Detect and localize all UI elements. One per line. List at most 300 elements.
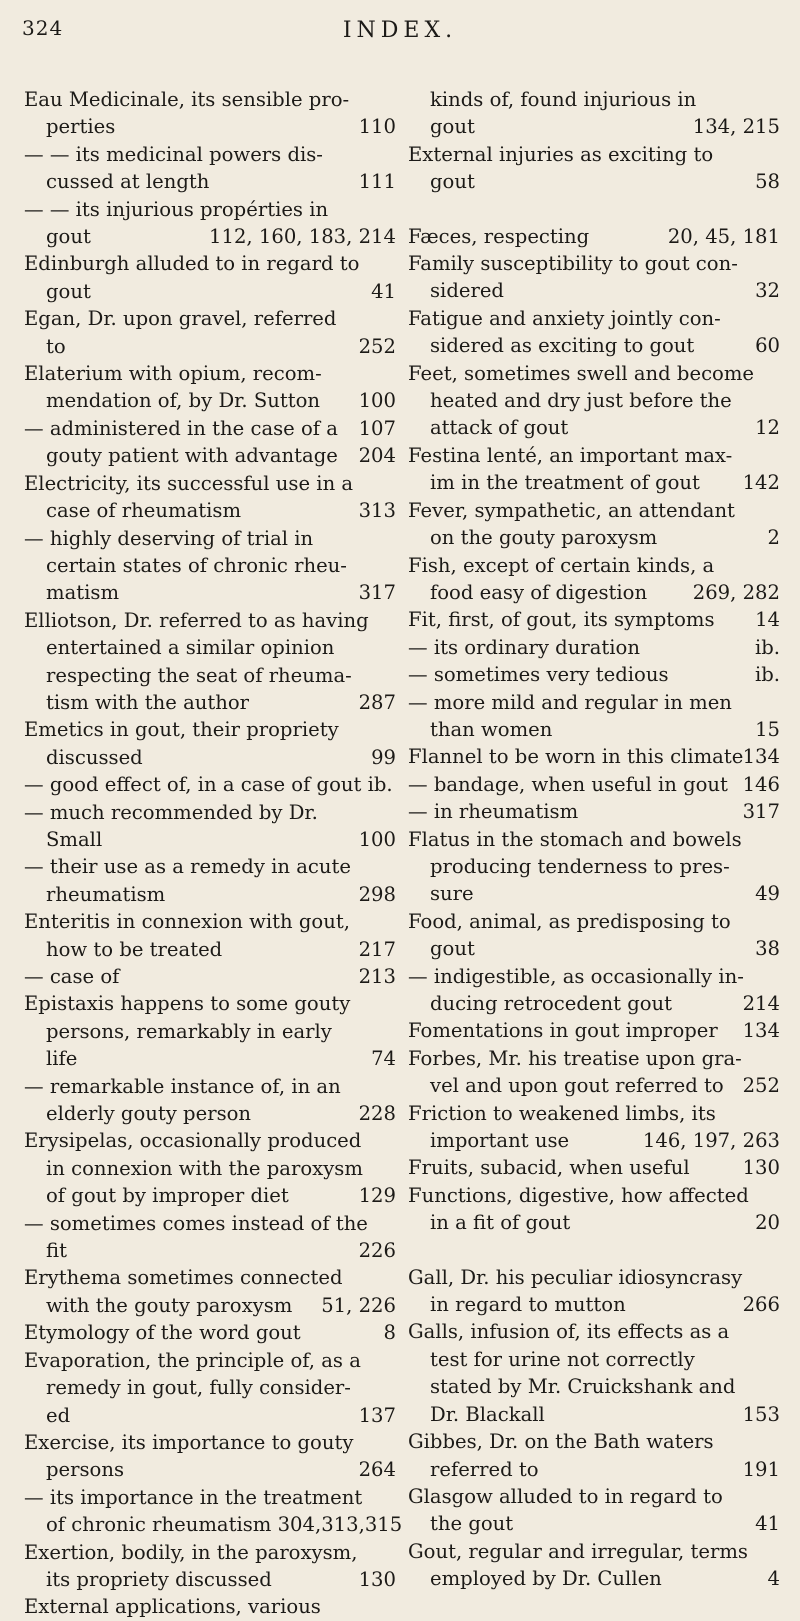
index-entry-heading-line: [408, 1428, 780, 1455]
entry-text: sure: [430, 882, 474, 906]
index-column-right: [408, 86, 780, 1593]
index-entry-heading-line: [24, 360, 396, 387]
index-entry: [408, 86, 780, 141]
page-reference: 60: [755, 334, 780, 358]
index-entry-heading-line: [24, 1347, 396, 1374]
index-entry: [24, 908, 396, 963]
entry-text: — more mild and regular in men: [408, 690, 732, 714]
index-entry: [24, 1539, 396, 1594]
letter-section-gap: [408, 196, 780, 223]
index-entry: [24, 716, 396, 771]
page-reference: 313: [358, 499, 396, 523]
index-entry-heading-line: [408, 1154, 780, 1181]
index-entry-heading-line: [408, 250, 780, 277]
index-entry: [24, 1347, 396, 1429]
entry-text: Galls, infusion of, its effects as a: [408, 1320, 730, 1344]
entry-text: Electricity, its successful use in a: [24, 471, 354, 495]
page-reference: 2: [767, 526, 780, 550]
index-entry-heading-line: [24, 1073, 396, 1100]
entry-text: mendation of, by Dr. Sutton: [46, 389, 321, 413]
index-entry-continuation-line: [24, 223, 396, 250]
index-entry: [408, 305, 780, 360]
entry-text: fit: [46, 1239, 67, 1263]
entry-text: Fruits, subacid, when useful: [408, 1156, 690, 1180]
index-entry-continuation-line: [24, 1456, 396, 1483]
index-entry-heading-line: [24, 1319, 396, 1346]
index-entry-heading-line: [408, 963, 780, 990]
index-entry-continuation-line: [408, 277, 780, 304]
page-reference: 51, 226: [321, 1293, 396, 1317]
entry-text: Elliotson, Dr. referred to as having: [24, 608, 369, 632]
page-reference: 112, 160, 183, 214: [209, 225, 396, 249]
index-entry-continuation-line: [24, 552, 396, 579]
entry-text: im in the treatment of gout: [430, 471, 700, 495]
entry-text: Glasgow alluded to in regard to: [408, 1484, 723, 1508]
index-entry-heading-line: [408, 1045, 780, 1072]
page-reference: 4: [767, 1567, 780, 1591]
index-entry-continuation-line: [24, 662, 396, 689]
index-entry-continuation-line: [408, 524, 780, 551]
page-reference: 41: [371, 279, 396, 303]
entry-text: gout: [430, 115, 475, 139]
index-entry-heading-line: [408, 497, 780, 524]
entry-text: Emetics in gout, their propriety: [24, 718, 339, 742]
entry-text: Elaterium with opium, recom-: [24, 362, 322, 386]
index-entry-heading-line: [408, 798, 780, 825]
index-entry: [24, 1210, 396, 1265]
index-entry-heading-line: [408, 1538, 780, 1565]
index-entry-continuation-line: [24, 1566, 396, 1593]
page-number: 324: [22, 16, 64, 40]
index-entry: [24, 196, 396, 251]
entry-text: kinds of, found injurious in: [430, 88, 697, 111]
entry-text: Evaporation, the principle of, as a: [24, 1348, 361, 1372]
page-reference: 130: [742, 1156, 780, 1180]
entry-text: Fever, sympathetic, an attendant: [408, 498, 735, 522]
entry-text: Fæces, respecting: [408, 224, 590, 248]
index-entry-continuation-line: [408, 113, 780, 140]
page-reference: 41: [755, 1512, 780, 1536]
page-reference: 146: [742, 772, 780, 796]
page-reference: 49: [755, 882, 780, 906]
index-entry-continuation-line: [408, 935, 780, 962]
index-entry-heading-line: [24, 607, 396, 634]
entry-text: Epistaxis happens to some gouty: [24, 992, 351, 1016]
index-entry-heading-line: [24, 525, 396, 552]
entry-text: gouty patient with advantage: [46, 444, 338, 468]
index-entry: [408, 606, 780, 633]
page-reference: 264: [358, 1458, 396, 1482]
page-reference: 269, 282: [692, 580, 780, 604]
index-entry-continuation-line: [408, 1209, 780, 1236]
entry-text: gout: [46, 279, 91, 303]
index-entry-continuation-line: [408, 1291, 780, 1318]
page-reference: 20: [755, 1211, 780, 1235]
index-entry-heading-line: [408, 1182, 780, 1209]
page-reference: 100: [358, 827, 396, 851]
entry-text: certain states of chronic rheu-: [46, 553, 347, 577]
index-entry-heading-line: [408, 1318, 780, 1345]
index-entry-heading-line: [24, 771, 396, 798]
index-entry-heading-line: [408, 826, 780, 853]
entry-text: of gout by improper diet: [46, 1184, 289, 1208]
index-entry-heading-line: [24, 470, 396, 497]
index-entry-heading-line: [408, 661, 780, 688]
entry-text: persons, remarkably in early: [46, 1019, 332, 1043]
page-reference: 226: [358, 1239, 396, 1263]
entry-text: remedy in gout, fully consider-: [46, 1376, 351, 1400]
page-reference: 228: [358, 1102, 396, 1126]
index-entry-continuation-line: [24, 1237, 396, 1264]
entry-text: Eau Medicinale, its sensible pro-: [24, 88, 350, 111]
index-entry-continuation-line: [24, 826, 396, 853]
index-entry-continuation-line: [24, 113, 396, 140]
index-entry-heading-line: [408, 1483, 780, 1510]
entry-text: Functions, digestive, how affected: [408, 1183, 749, 1207]
index-entry-heading-line: [408, 606, 780, 633]
entry-text: — — its injurious propérties in: [24, 197, 329, 221]
entry-text: — bandage, when useful in gout: [408, 772, 728, 796]
index-entry: [24, 963, 396, 990]
entry-text: sidered: [430, 279, 504, 303]
entry-text: gout: [430, 937, 475, 961]
entry-text: rheumatism: [46, 882, 166, 906]
page-reference: ib.: [754, 635, 780, 659]
index-entry-continuation-line: [408, 716, 780, 743]
entry-text: than women: [430, 717, 553, 741]
entry-text: of chronic rheumatism 304,313,315: [46, 1513, 403, 1537]
index-entry: [408, 1538, 780, 1593]
entry-text: gout: [430, 170, 475, 194]
index-entry: [24, 1429, 396, 1484]
entry-text: ed: [46, 1403, 71, 1427]
index-entry-continuation-line: [408, 1346, 780, 1373]
entry-text: vel and upon gout referred to: [430, 1074, 724, 1098]
entry-text: how to be treated: [46, 937, 223, 961]
index-entry-heading-line: [408, 305, 780, 332]
entry-text: elderly gouty person: [46, 1102, 252, 1126]
entry-text: stated by Mr. Cruickshank and: [430, 1375, 736, 1399]
index-entry-continuation-line: [408, 990, 780, 1017]
index-entry-heading-line: [408, 86, 780, 113]
entry-text: Flannel to be worn in this climate: [408, 745, 744, 769]
index-entry-heading-line: [24, 1593, 396, 1620]
entry-text: to: [46, 334, 66, 358]
index-entry: [24, 1319, 396, 1346]
entry-text: — sometimes comes instead of the: [24, 1211, 368, 1235]
page-reference: 107: [358, 416, 396, 440]
page-reference: 100: [358, 389, 396, 413]
entry-text: Erythema sometimes connected: [24, 1266, 343, 1290]
index-entry-heading-line: [408, 771, 780, 798]
index-entry: [408, 223, 780, 250]
entry-text: in a fit of gout: [430, 1211, 571, 1235]
entry-text: Flatus in the stomach and bowels: [408, 827, 742, 851]
entry-text: Gall, Dr. his peculiar idiosyncrasy: [408, 1265, 743, 1289]
entry-text: referred to: [430, 1457, 539, 1481]
index-entry: [408, 1154, 780, 1181]
index-entry: [24, 86, 396, 141]
entry-text: Friction to weakened limbs, its: [408, 1101, 716, 1125]
page-reference: 146, 197, 263: [642, 1129, 780, 1153]
index-entry-continuation-line: [408, 1401, 780, 1428]
index-column-left: [24, 86, 403, 1621]
entry-text: discussed: [46, 745, 143, 769]
entry-text: Fomentations in gout improper: [408, 1019, 718, 1043]
index-entry-continuation-line: [24, 689, 396, 716]
entry-text: — indigestible, as occasionally in-: [408, 964, 744, 988]
index-entry-heading-line: [408, 1264, 780, 1291]
index-entry-continuation-line: [408, 414, 780, 441]
page-reference: 153: [742, 1402, 780, 1426]
entry-text: Fish, except of certain kinds, a: [408, 553, 715, 577]
index-entry: [408, 1182, 780, 1237]
index-entry-heading-line: [24, 305, 396, 332]
index-entry: [24, 799, 396, 854]
index-entry: [24, 1264, 396, 1319]
index-entry-continuation-line: [408, 469, 780, 496]
entry-text: Gibbes, Dr. on the Bath waters: [408, 1430, 714, 1454]
index-entry: [408, 1428, 780, 1483]
index-entry-continuation-line: [24, 442, 396, 469]
page-reference: 38: [755, 937, 780, 961]
index-entry: [24, 305, 396, 360]
index-entry-continuation-line: [408, 1456, 780, 1483]
index-entry-continuation-line: [24, 1182, 396, 1209]
index-entry-heading-line: [24, 1127, 396, 1154]
entry-text: Etymology of the word gout: [24, 1321, 301, 1345]
entry-text: — sometimes very tedious: [408, 663, 669, 687]
index-entry-heading-line: [408, 743, 780, 770]
page-reference: 214: [742, 992, 780, 1015]
index-entry-continuation-line: [408, 880, 780, 907]
page-reference: 111: [358, 170, 396, 194]
page-reference: 134: [742, 745, 780, 769]
page-reference: 217: [358, 937, 396, 961]
index-entry-continuation-line: [408, 853, 780, 880]
entry-text: Fit, first, of gout, its symptoms: [408, 608, 715, 632]
entry-text: Family susceptibility to gout con-: [408, 252, 738, 276]
entry-text: Small: [46, 827, 103, 851]
entry-text: gout: [46, 225, 91, 249]
entry-text: Egan, Dr. upon gravel, referred: [24, 307, 337, 331]
entry-text: entertained a similar opinion: [46, 636, 335, 660]
page-reference: 58: [755, 170, 780, 194]
entry-text: ducing retrocedent gout: [430, 992, 673, 1015]
entry-text: important use: [430, 1129, 570, 1153]
index-entry-continuation-line: [24, 1511, 403, 1538]
entry-text: matism: [46, 581, 120, 605]
entry-text: — in rheumatism: [408, 800, 579, 824]
index-entry: [408, 1483, 780, 1538]
index-entry-heading-line: [24, 963, 396, 990]
page-reference: 129: [358, 1184, 396, 1208]
entry-text: its propriety discussed: [46, 1567, 272, 1591]
page-reference: 191: [742, 1457, 780, 1481]
entry-text: producing tenderness to pres-: [430, 854, 730, 878]
index-entry-heading-line: [408, 223, 780, 250]
index-entry: [24, 607, 396, 717]
page-reference: 12: [755, 416, 780, 440]
index-entry: [24, 415, 396, 470]
page-reference: 14: [755, 608, 780, 632]
page-reference: 204: [358, 444, 396, 468]
entry-text: Enteritis in connexion with gout,: [24, 910, 350, 934]
entry-text: — remarkable instance of, in an: [24, 1074, 341, 1098]
entry-text: with the gouty paroxysm: [46, 1293, 293, 1317]
entry-text: case of rheumatism: [46, 499, 242, 523]
index-entry: [408, 798, 780, 825]
index-entry-heading-line: [408, 689, 780, 716]
entry-text: Forbes, Mr. his treatise upon gra-: [408, 1046, 742, 1070]
entry-text: sidered as exciting to gout: [430, 334, 695, 358]
index-entry-continuation-line: [24, 168, 396, 195]
index-entry: [408, 141, 780, 196]
entry-text: food easy of digestion: [430, 580, 648, 604]
entry-text: — much recommended by Dr.: [24, 800, 318, 824]
page-reference: 137: [358, 1403, 396, 1427]
index-entry-continuation-line: [24, 333, 396, 360]
index-entry-heading-line: [24, 1264, 396, 1291]
page-reference: 32: [755, 279, 780, 303]
index-entry: [408, 908, 780, 963]
index-entry-heading-line: [24, 716, 396, 743]
page-reference: 252: [742, 1074, 780, 1098]
index-entry: [24, 853, 396, 908]
index-entry: [24, 1127, 396, 1209]
page-reference: 130: [358, 1567, 396, 1591]
index-entry-heading-line: [408, 360, 780, 387]
page-reference: 99: [371, 745, 396, 769]
page-reference: 287: [358, 690, 396, 714]
page-reference: 317: [358, 581, 396, 605]
entry-text: — their use as a remedy in acute: [24, 855, 351, 879]
index-entry-heading-line: [408, 552, 780, 579]
index-entry-continuation-line: [408, 1373, 780, 1400]
entry-text: cussed at length: [46, 170, 210, 194]
index-entry: [408, 1017, 780, 1044]
index-entry: [24, 771, 396, 798]
index-entry: [24, 1073, 396, 1128]
index-entry-heading-line: [408, 908, 780, 935]
entry-text: test for urine not correctly: [430, 1347, 695, 1371]
index-entry: [408, 250, 780, 305]
page-reference: 142: [742, 471, 780, 495]
index-entry: [408, 634, 780, 661]
entry-text: life: [46, 1047, 78, 1071]
page-reference: 134: [742, 1019, 780, 1043]
index-entry-heading-line: [24, 86, 396, 113]
page-reference: 298: [358, 882, 396, 906]
index-entry: [408, 689, 780, 744]
index-entry: [408, 552, 780, 607]
entry-text: — good effect of, in a case of gout ib.: [24, 773, 393, 797]
index-entry-continuation-line: [24, 1018, 396, 1045]
index-entry-heading-line: [24, 1484, 396, 1511]
index-entry-continuation-line: [408, 168, 780, 195]
entry-text: on the gouty paroxysm: [430, 526, 658, 550]
entry-text: Edinburgh alluded to in regard to: [24, 252, 360, 276]
entry-text: Dr. Blackall: [430, 1402, 545, 1426]
index-entry-continuation-line: [24, 1045, 396, 1072]
entry-text: Festina lenté, an important max-: [408, 443, 733, 467]
page-reference: 266: [742, 1293, 780, 1317]
entry-text: perties: [46, 115, 116, 139]
index-entry-continuation-line: [24, 1374, 396, 1401]
index-entry-heading-line: [24, 1429, 396, 1456]
index-entry: [408, 1045, 780, 1100]
index-entry: [408, 360, 780, 442]
page-reference: 213: [358, 965, 396, 988]
page-reference: 8: [383, 1321, 396, 1345]
index-entry: [24, 141, 396, 196]
index-entry: [24, 470, 396, 525]
entry-text: — administered in the case of a: [24, 416, 338, 440]
index-entry: [408, 963, 780, 1018]
index-entry-heading-line: [408, 634, 780, 661]
page-reference: 15: [755, 717, 780, 741]
index-entry: [408, 661, 780, 688]
entry-text: — highly deserving of trial in: [24, 526, 314, 550]
index-entry-heading-line: [408, 1017, 780, 1044]
entry-text: — its importance in the treatment: [24, 1485, 363, 1509]
index-entry-continuation-line: [24, 497, 396, 524]
index-entry-continuation-line: [408, 332, 780, 359]
index-entry-continuation-line: [24, 881, 396, 908]
index-entry-heading-line: [24, 908, 396, 935]
entry-text: in regard to mutton: [430, 1293, 626, 1317]
index-entry-continuation-line: [24, 387, 396, 414]
index-entry-continuation-line: [408, 579, 780, 606]
entry-text: Food, animal, as predisposing to: [408, 909, 731, 933]
entry-text: External applications, various: [24, 1595, 321, 1619]
page-reference: ib.: [754, 663, 780, 687]
entry-text: External injuries as exciting to: [408, 142, 714, 166]
entry-text: in connexion with the paroxysm: [46, 1156, 363, 1180]
entry-text: Feet, sometimes swell and become: [408, 361, 755, 385]
index-entry-heading-line: [24, 250, 396, 277]
index-entry-continuation-line: [24, 634, 396, 661]
entry-text: — — its medicinal powers dis-: [24, 142, 323, 166]
entry-text: the gout: [430, 1512, 514, 1536]
index-entry-continuation-line: [24, 936, 396, 963]
page-reference: 20, 45, 181: [667, 224, 780, 248]
index-entry-heading-line: [24, 1210, 396, 1237]
entry-text: Fatigue and anxiety jointly con-: [408, 306, 721, 330]
entry-text: Gout, regular and irregular, terms: [408, 1539, 748, 1563]
entry-text: Erysipelas, occasionally produced: [24, 1129, 362, 1153]
index-entry-continuation-line: [24, 1292, 396, 1319]
index-entry-heading-line: [408, 442, 780, 469]
index-entry: [408, 442, 780, 497]
index-entry-heading-line: [24, 853, 396, 880]
entry-text: heated and dry just before the: [430, 389, 732, 413]
index-entry-heading-line: [24, 799, 396, 826]
entry-text: employed by Dr. Cullen: [430, 1567, 662, 1591]
running-head: [0, 12, 800, 72]
index-entry-continuation-line: [408, 1510, 780, 1537]
index-entry-continuation-line: [24, 1155, 396, 1182]
index-entry: [408, 826, 780, 908]
entry-text: Exertion, bodily, in the paroxysm,: [24, 1540, 358, 1564]
index-entry-continuation-line: [408, 1565, 780, 1592]
letter-section-gap: [408, 1237, 780, 1264]
index-entry: [408, 743, 780, 770]
index-entry-continuation-line: [24, 1100, 396, 1127]
index-entry-continuation-line: [24, 278, 396, 305]
entry-text: — its ordinary duration: [408, 635, 640, 659]
index-entry-continuation-line: [408, 387, 780, 414]
